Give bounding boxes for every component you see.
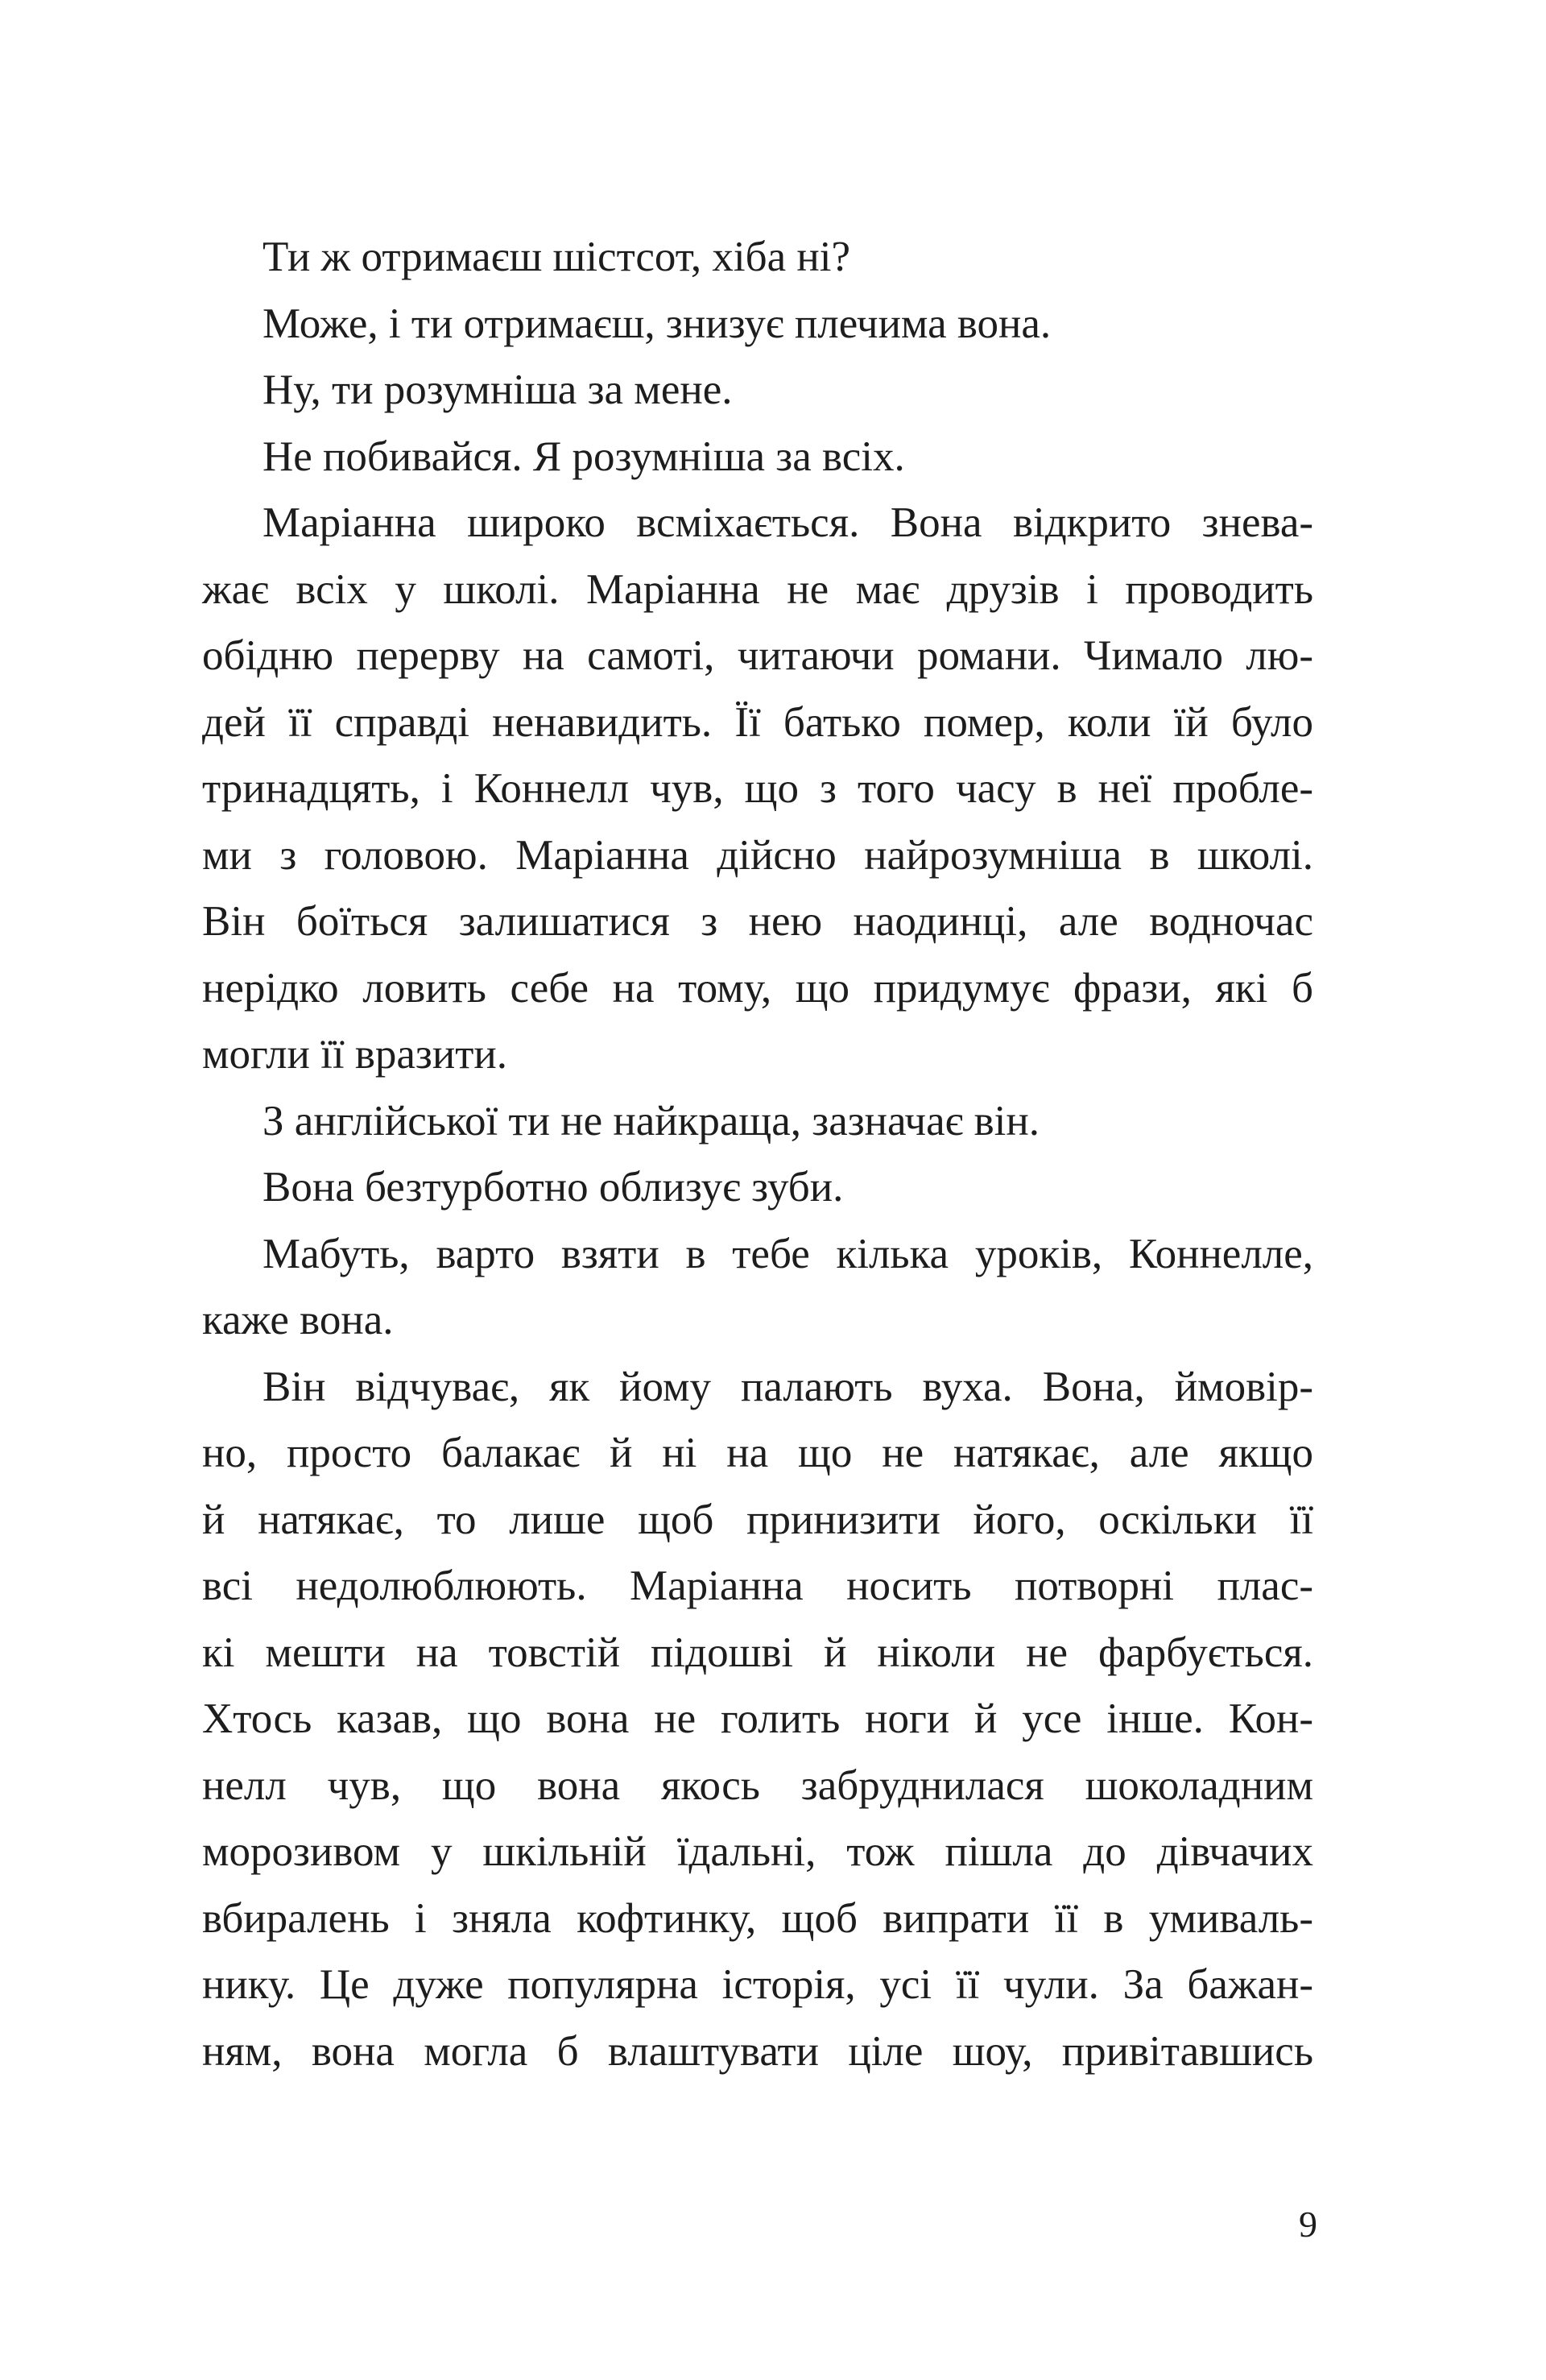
text-line: морозивом у шкільній їдальні, тож пішла до дівчачих — [202, 1828, 1313, 1875]
paragraph — [202, 1154, 1313, 1221]
paragraph — [202, 1354, 1313, 2085]
text-line: тринадцять, і Коннелл чув, що з того часу в неї пробле- — [202, 765, 1313, 812]
paragraph — [202, 291, 1313, 358]
text-line: Не побивайся. Я розумніша за всіх. — [262, 433, 905, 480]
text-line: обідню перерву на самоті, читаючи романи. Чимало лю- — [202, 632, 1313, 679]
text-line: Маріанна широко всміхається. Вона відкрито знева- — [262, 499, 1313, 546]
paragraph — [202, 224, 1313, 291]
paragraph — [202, 357, 1313, 424]
text-line: ми з головою. Маріанна дійсно найрозумніша в школі. — [202, 831, 1313, 879]
text-line: жає всіх у школі. Маріанна не має друзів і проводить — [202, 565, 1313, 613]
text-line: всі недолюблюють. Маріанна носить потворні плас- — [202, 1563, 1313, 1609]
text-line: Може, і ти отримаєш, знизує плечима вона. — [262, 300, 1052, 347]
paragraph — [202, 1088, 1313, 1155]
text-line: нелл чув, що вона якось забруднилася шоколадним — [202, 1761, 1313, 1809]
text-line: Він боїться залишатися з нею наодинці, але водночас — [202, 898, 1313, 945]
paragraph — [202, 424, 1313, 490]
text-line: Вона безтурботно облизує зуби. — [262, 1164, 844, 1211]
text-line: З англійської ти не найкраща, зазначає він. — [262, 1097, 1040, 1144]
paragraph — [202, 1221, 1313, 1354]
text-line: Він відчуває, як йому палають вуха. Вона, ймовір- — [262, 1363, 1313, 1410]
text-line: кі мешти на товстій підошві й ніколи не фарбується. — [202, 1629, 1313, 1676]
text-line: каже вона. — [202, 1297, 394, 1343]
text-line: нерідко ловить себе на тому, що придумує фрази, які б — [202, 964, 1313, 1012]
text-line: могли її вразити. — [202, 1031, 507, 1078]
text-line: вбиралень і зняла кофтинку, щоб випрати її в умиваль- — [202, 1894, 1313, 1942]
text-line: ням, вона могла б влаштувати ціле шоу, привітавшись — [202, 2027, 1313, 2075]
text-line: Ну, ти розумніша за мене. — [262, 366, 733, 413]
text-line: Мабуть, варто взяти в тебе кілька уроків, Коннелле, — [262, 1230, 1313, 1277]
book-page-text — [202, 224, 1313, 2084]
text-line: нику. Це дуже популярна історія, усі її чули. За бажан- — [202, 1961, 1313, 2008]
text-line: Хтось казав, що вона не голить ноги й усе інше. Кон- — [202, 1695, 1313, 1742]
text-line: дей її справді ненавидить. Її батько помер, коли їй було — [202, 698, 1313, 746]
paragraph — [202, 490, 1313, 1088]
text-line: Ти ж отримаєш шістсот, хіба ні? — [262, 234, 850, 280]
text-line: но, просто балакає й ні на що не натякає, але якщо — [202, 1430, 1313, 1476]
page-number: 9 — [1299, 2204, 1317, 2245]
text-line: й натякає, то лише щоб принизити його, оскільки її — [202, 1496, 1313, 1543]
